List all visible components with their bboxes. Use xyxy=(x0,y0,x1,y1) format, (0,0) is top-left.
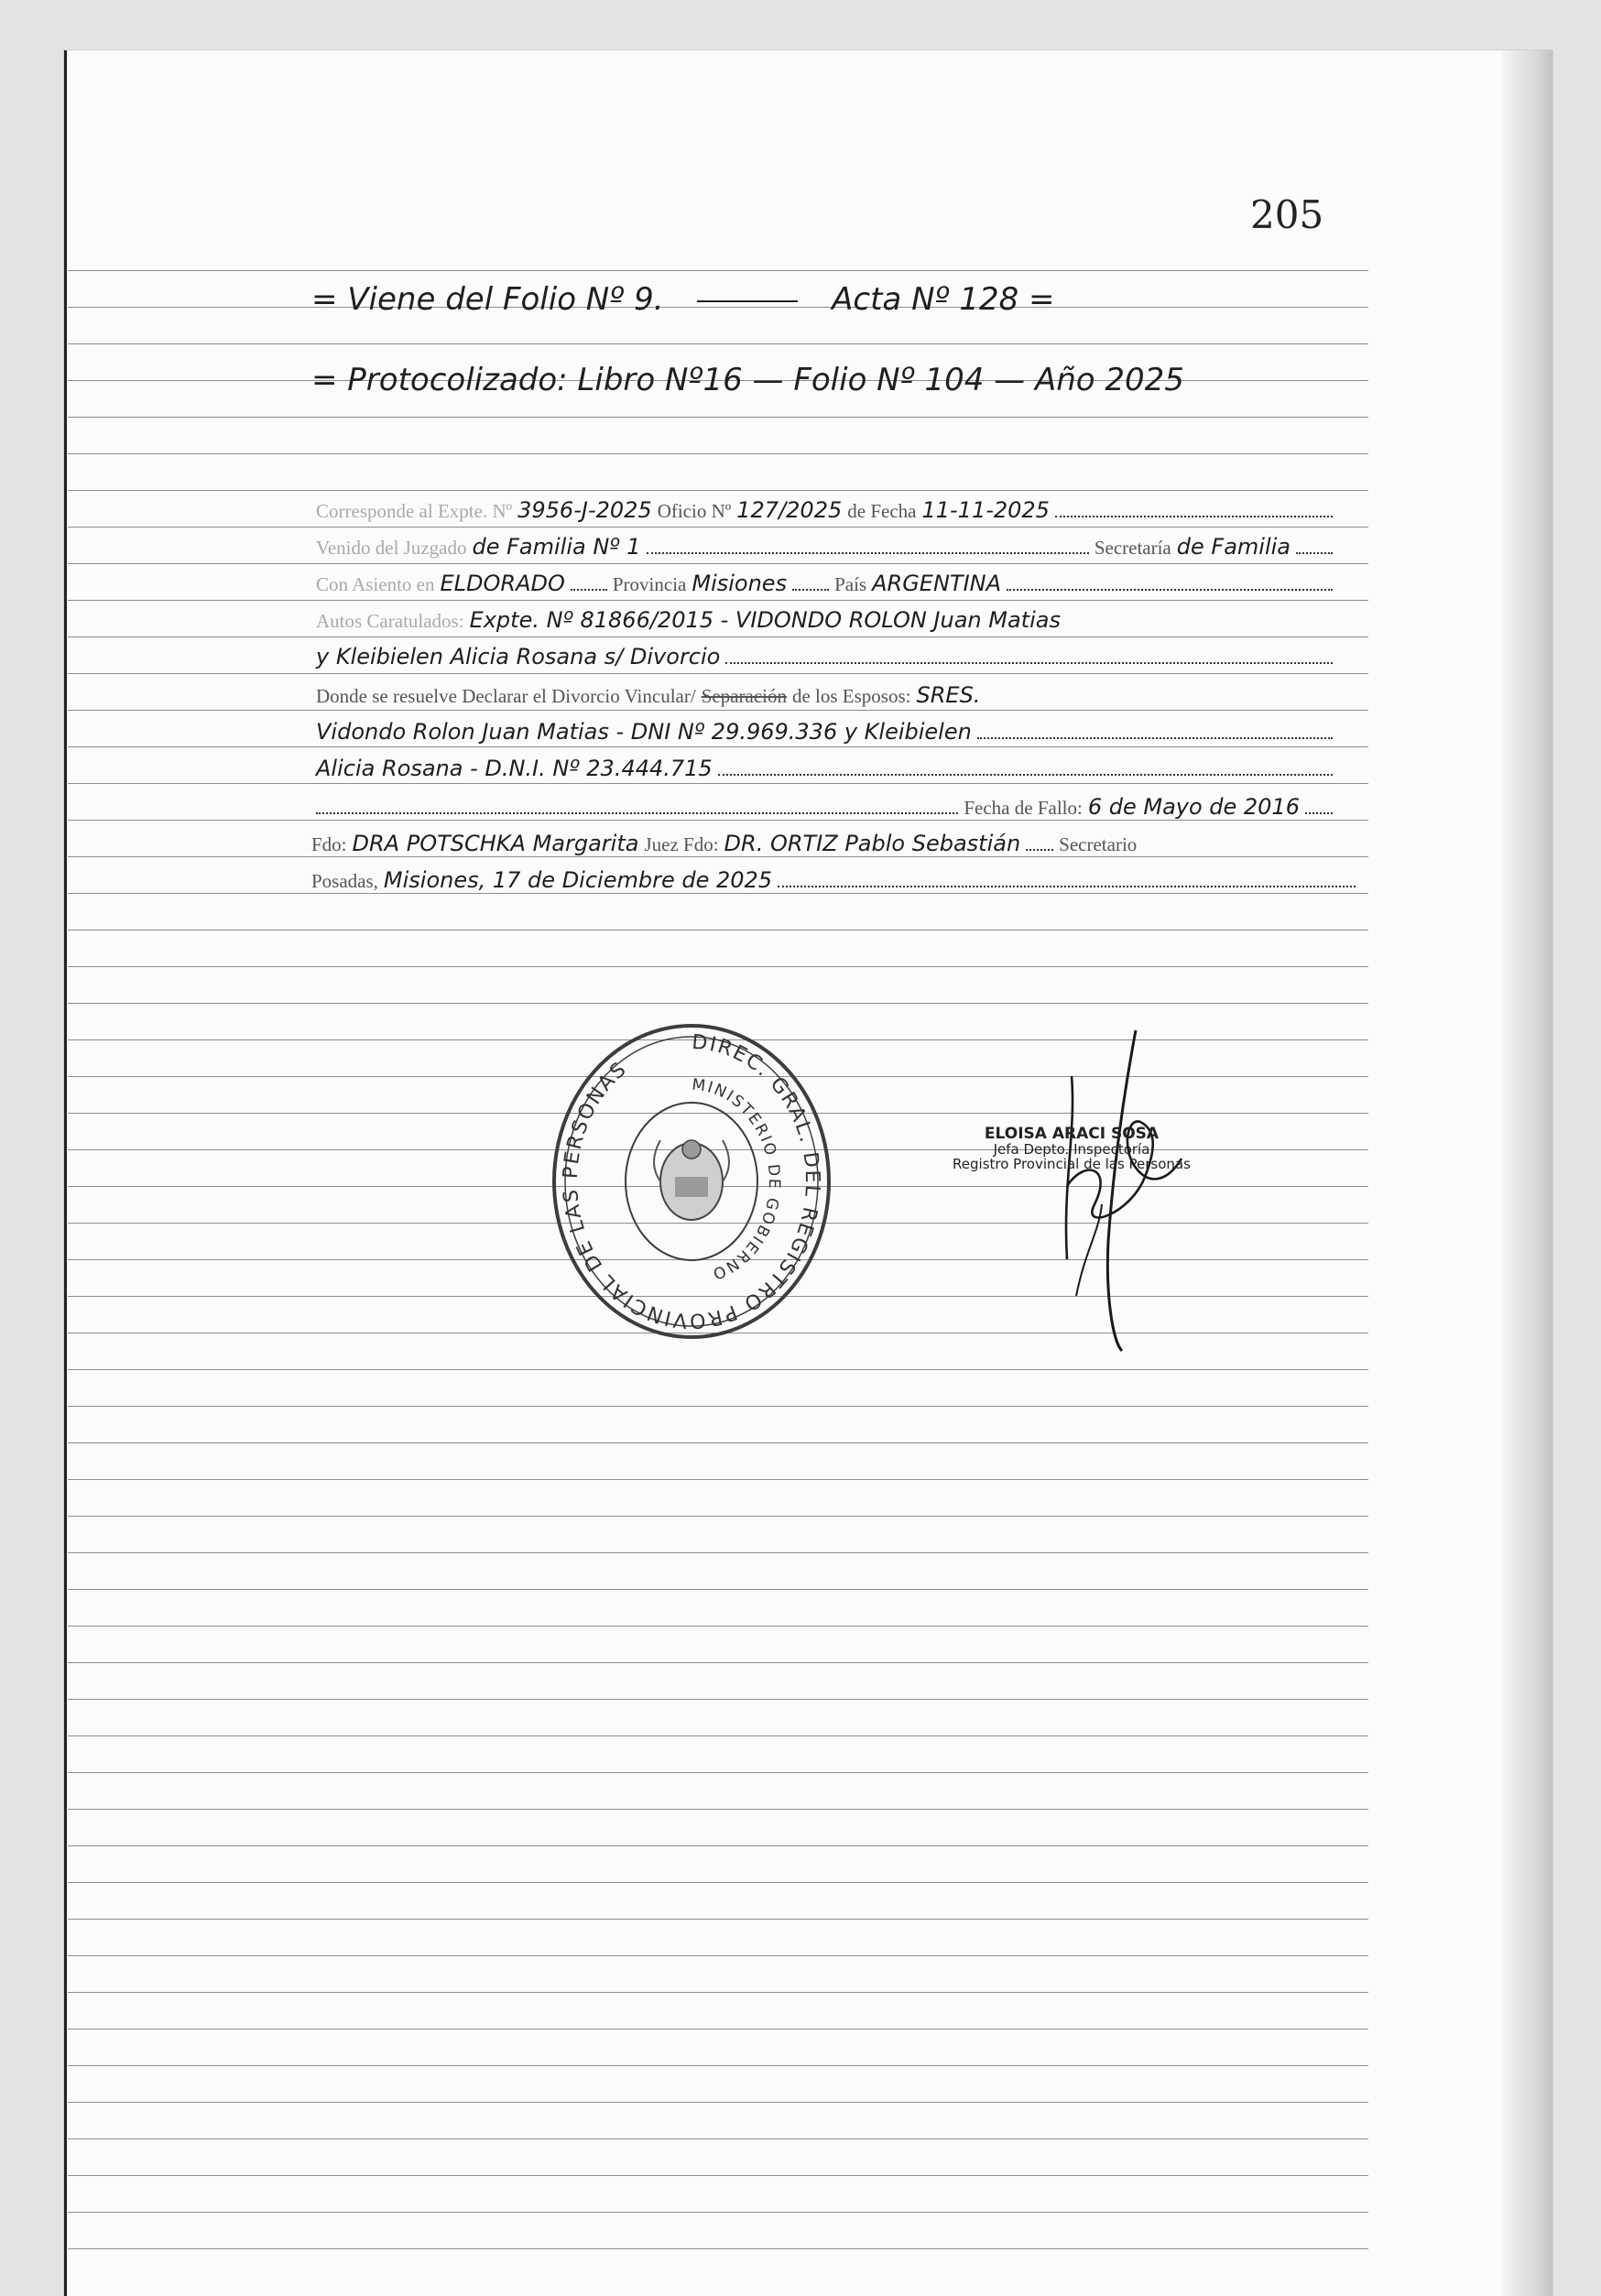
ruled-line xyxy=(68,1552,1368,1553)
fill-dots xyxy=(1026,849,1053,851)
ruled-line xyxy=(68,270,1368,271)
form-row-fallo xyxy=(316,794,1333,820)
form-row-resolucion xyxy=(316,682,1333,708)
value-oficio: 127/2025 xyxy=(736,497,843,523)
label-resolucion: Donde se resuelve Declarar el Divorcio Vincular/ xyxy=(316,685,696,707)
signature-graphic xyxy=(985,1021,1278,1360)
official-seal xyxy=(545,1021,838,1369)
fill-dots xyxy=(977,737,1333,739)
folio-reference: = Viene del Folio Nº 9. xyxy=(311,281,664,318)
ruled-line xyxy=(68,1369,1368,1370)
ruled-line xyxy=(68,1919,1368,1920)
acta-number: Acta Nº 128 = xyxy=(832,281,1055,318)
value-autos-cont: y Kleibielen Alicia Rosana s/ Divorcio xyxy=(316,644,721,669)
label-fecha-fallo: Fecha de Fallo: xyxy=(964,797,1083,819)
label-provincia: Provincia xyxy=(612,573,687,595)
form-row-juzgado xyxy=(316,534,1333,560)
form-row-firmas xyxy=(311,831,1328,856)
label-esposos: de los Esposos: xyxy=(791,685,911,707)
value-esposos-2: Alicia Rosana - D.N.I. Nº 23.444.715 xyxy=(316,756,713,781)
value-pais: ARGENTINA xyxy=(872,571,1002,596)
ruled-line xyxy=(68,453,1368,454)
value-asiento: ELDORADO xyxy=(440,571,565,596)
seal-inner-text: MINISTERIO DE GOBIERNO xyxy=(691,1075,784,1284)
label-oficio: Oficio Nº xyxy=(657,500,732,522)
form-row-autos xyxy=(316,607,1333,633)
stamp-org: Registro Provincial de las Personas xyxy=(953,1155,1191,1172)
stamp-role: Jefa Depto. Inspectoría xyxy=(993,1140,1150,1158)
value-expediente: 3956-J-2025 xyxy=(517,497,652,523)
ruled-line xyxy=(68,2175,1368,2176)
ruled-line xyxy=(68,417,1368,418)
fill-dots xyxy=(571,589,607,591)
ruled-line xyxy=(68,1626,1368,1627)
header-line-2 xyxy=(311,362,1184,398)
label-fdo: Fdo: xyxy=(311,833,347,855)
form-row-lugar-fecha xyxy=(311,867,1356,893)
ruled-line xyxy=(68,343,1368,344)
label-pais: País xyxy=(834,573,867,595)
label-secretaria: Secretaría xyxy=(1094,537,1171,559)
form-row-asiento xyxy=(316,571,1333,596)
ruled-line xyxy=(68,710,1368,711)
ruled-line xyxy=(68,2212,1368,2213)
seal-graphic xyxy=(545,1021,838,1369)
left-margin-line xyxy=(64,50,67,2296)
fill-dots xyxy=(647,552,1089,554)
fill-dots xyxy=(778,886,1356,887)
protocolizado-reference: = Protocolizado: Libro Nº16 — Folio Nº 104 — Año 2025 xyxy=(311,362,1184,398)
ruled-line xyxy=(68,856,1368,857)
ruled-line xyxy=(68,783,1368,784)
ruled-line xyxy=(68,673,1368,674)
value-juzgado: de Familia Nº 1 xyxy=(472,534,641,560)
coat-of-arms-icon xyxy=(654,1140,729,1220)
value-esposos-1: Vidondo Rolon Juan Matias - DNI Nº 29.969.336 y Kleibielen xyxy=(316,719,972,745)
fill-dots xyxy=(1055,516,1333,517)
signature xyxy=(985,1021,1278,1360)
label-posadas: Posadas, xyxy=(311,870,378,892)
value-sres: SRES. xyxy=(916,682,981,708)
ruled-line xyxy=(68,1662,1368,1663)
fill-dots xyxy=(316,812,958,814)
value-secretario: DR. ORTIZ Pablo Sebastián xyxy=(724,831,1021,856)
form-row-expediente xyxy=(316,497,1333,523)
header-line-1 xyxy=(311,281,1055,318)
ruled-line xyxy=(68,1406,1368,1407)
value-autos: Expte. Nº 81866/2015 - VIDONDO ROLON Juan Matias xyxy=(469,607,1061,633)
ruled-line xyxy=(68,527,1368,528)
ruled-line xyxy=(68,1003,1368,1004)
header-dash xyxy=(697,300,798,302)
ruled-line xyxy=(68,1442,1368,1443)
fill-dots xyxy=(718,774,1333,776)
page-edge xyxy=(1502,50,1552,2296)
value-lugar-fecha: Misiones, 17 de Diciembre de 2025 xyxy=(383,867,773,893)
value-provincia: Misiones xyxy=(692,571,788,596)
ruled-line xyxy=(68,1882,1368,1883)
official-stamp xyxy=(920,1126,1223,1171)
fill-dots xyxy=(1305,812,1333,814)
ruled-line xyxy=(68,600,1368,601)
fill-dots xyxy=(1296,552,1333,554)
ruled-line xyxy=(68,1699,1368,1700)
value-fecha-fallo: 6 de Mayo de 2016 xyxy=(1087,794,1300,820)
form-row-esposos-1 xyxy=(316,719,1333,745)
ruled-line xyxy=(68,1772,1368,1773)
label-juez-fdo: Juez Fdo: xyxy=(644,833,719,855)
value-fecha: 11-11-2025 xyxy=(921,497,1050,523)
ruled-line xyxy=(68,746,1368,747)
stamp-name: ELOISA ARACI SOSA xyxy=(984,1125,1160,1143)
ruled-line xyxy=(68,2065,1368,2066)
ruled-line xyxy=(68,893,1368,894)
label-asiento: Con Asiento en xyxy=(316,573,435,595)
ruled-line xyxy=(68,1516,1368,1517)
form-row-esposos-2 xyxy=(316,756,1333,781)
fill-dots xyxy=(792,589,829,591)
fill-dots xyxy=(1007,589,1333,591)
ruled-line xyxy=(68,1992,1368,1993)
ruled-line xyxy=(68,1589,1368,1590)
ruled-line xyxy=(68,2102,1368,2103)
label-expediente: Corresponde al Expte. Nº xyxy=(316,500,513,522)
ruled-line xyxy=(68,820,1368,821)
seal-outer-text: DIREC. GRAL. DEL REGISTRO PROVINCIAL DE LAS PERSONAS xyxy=(559,1030,824,1333)
value-secretaria: de Familia xyxy=(1176,534,1291,560)
label-autos: Autos Caratulados: xyxy=(316,610,464,632)
label-fecha: de Fecha xyxy=(847,500,917,522)
register-page xyxy=(64,50,1552,2296)
page-number: 205 xyxy=(1250,192,1324,237)
ruled-line xyxy=(68,2138,1368,2139)
label-separacion-struck: Separación xyxy=(701,685,787,707)
ruled-line xyxy=(68,1955,1368,1956)
label-juzgado: Venido del Juzgado xyxy=(316,537,467,559)
ruled-line xyxy=(68,2248,1368,2249)
ruled-line xyxy=(68,1809,1368,1810)
ruled-line xyxy=(68,490,1368,491)
ruled-line xyxy=(68,966,1368,967)
ruled-line xyxy=(68,1479,1368,1480)
form-row-autos-cont xyxy=(316,644,1333,669)
value-juez: DRA POTSCHKA Margarita xyxy=(352,831,639,856)
ruled-line xyxy=(68,563,1368,564)
label-secretario: Secretario xyxy=(1059,833,1138,855)
fill-dots xyxy=(725,662,1333,664)
ruled-line xyxy=(68,1845,1368,1846)
